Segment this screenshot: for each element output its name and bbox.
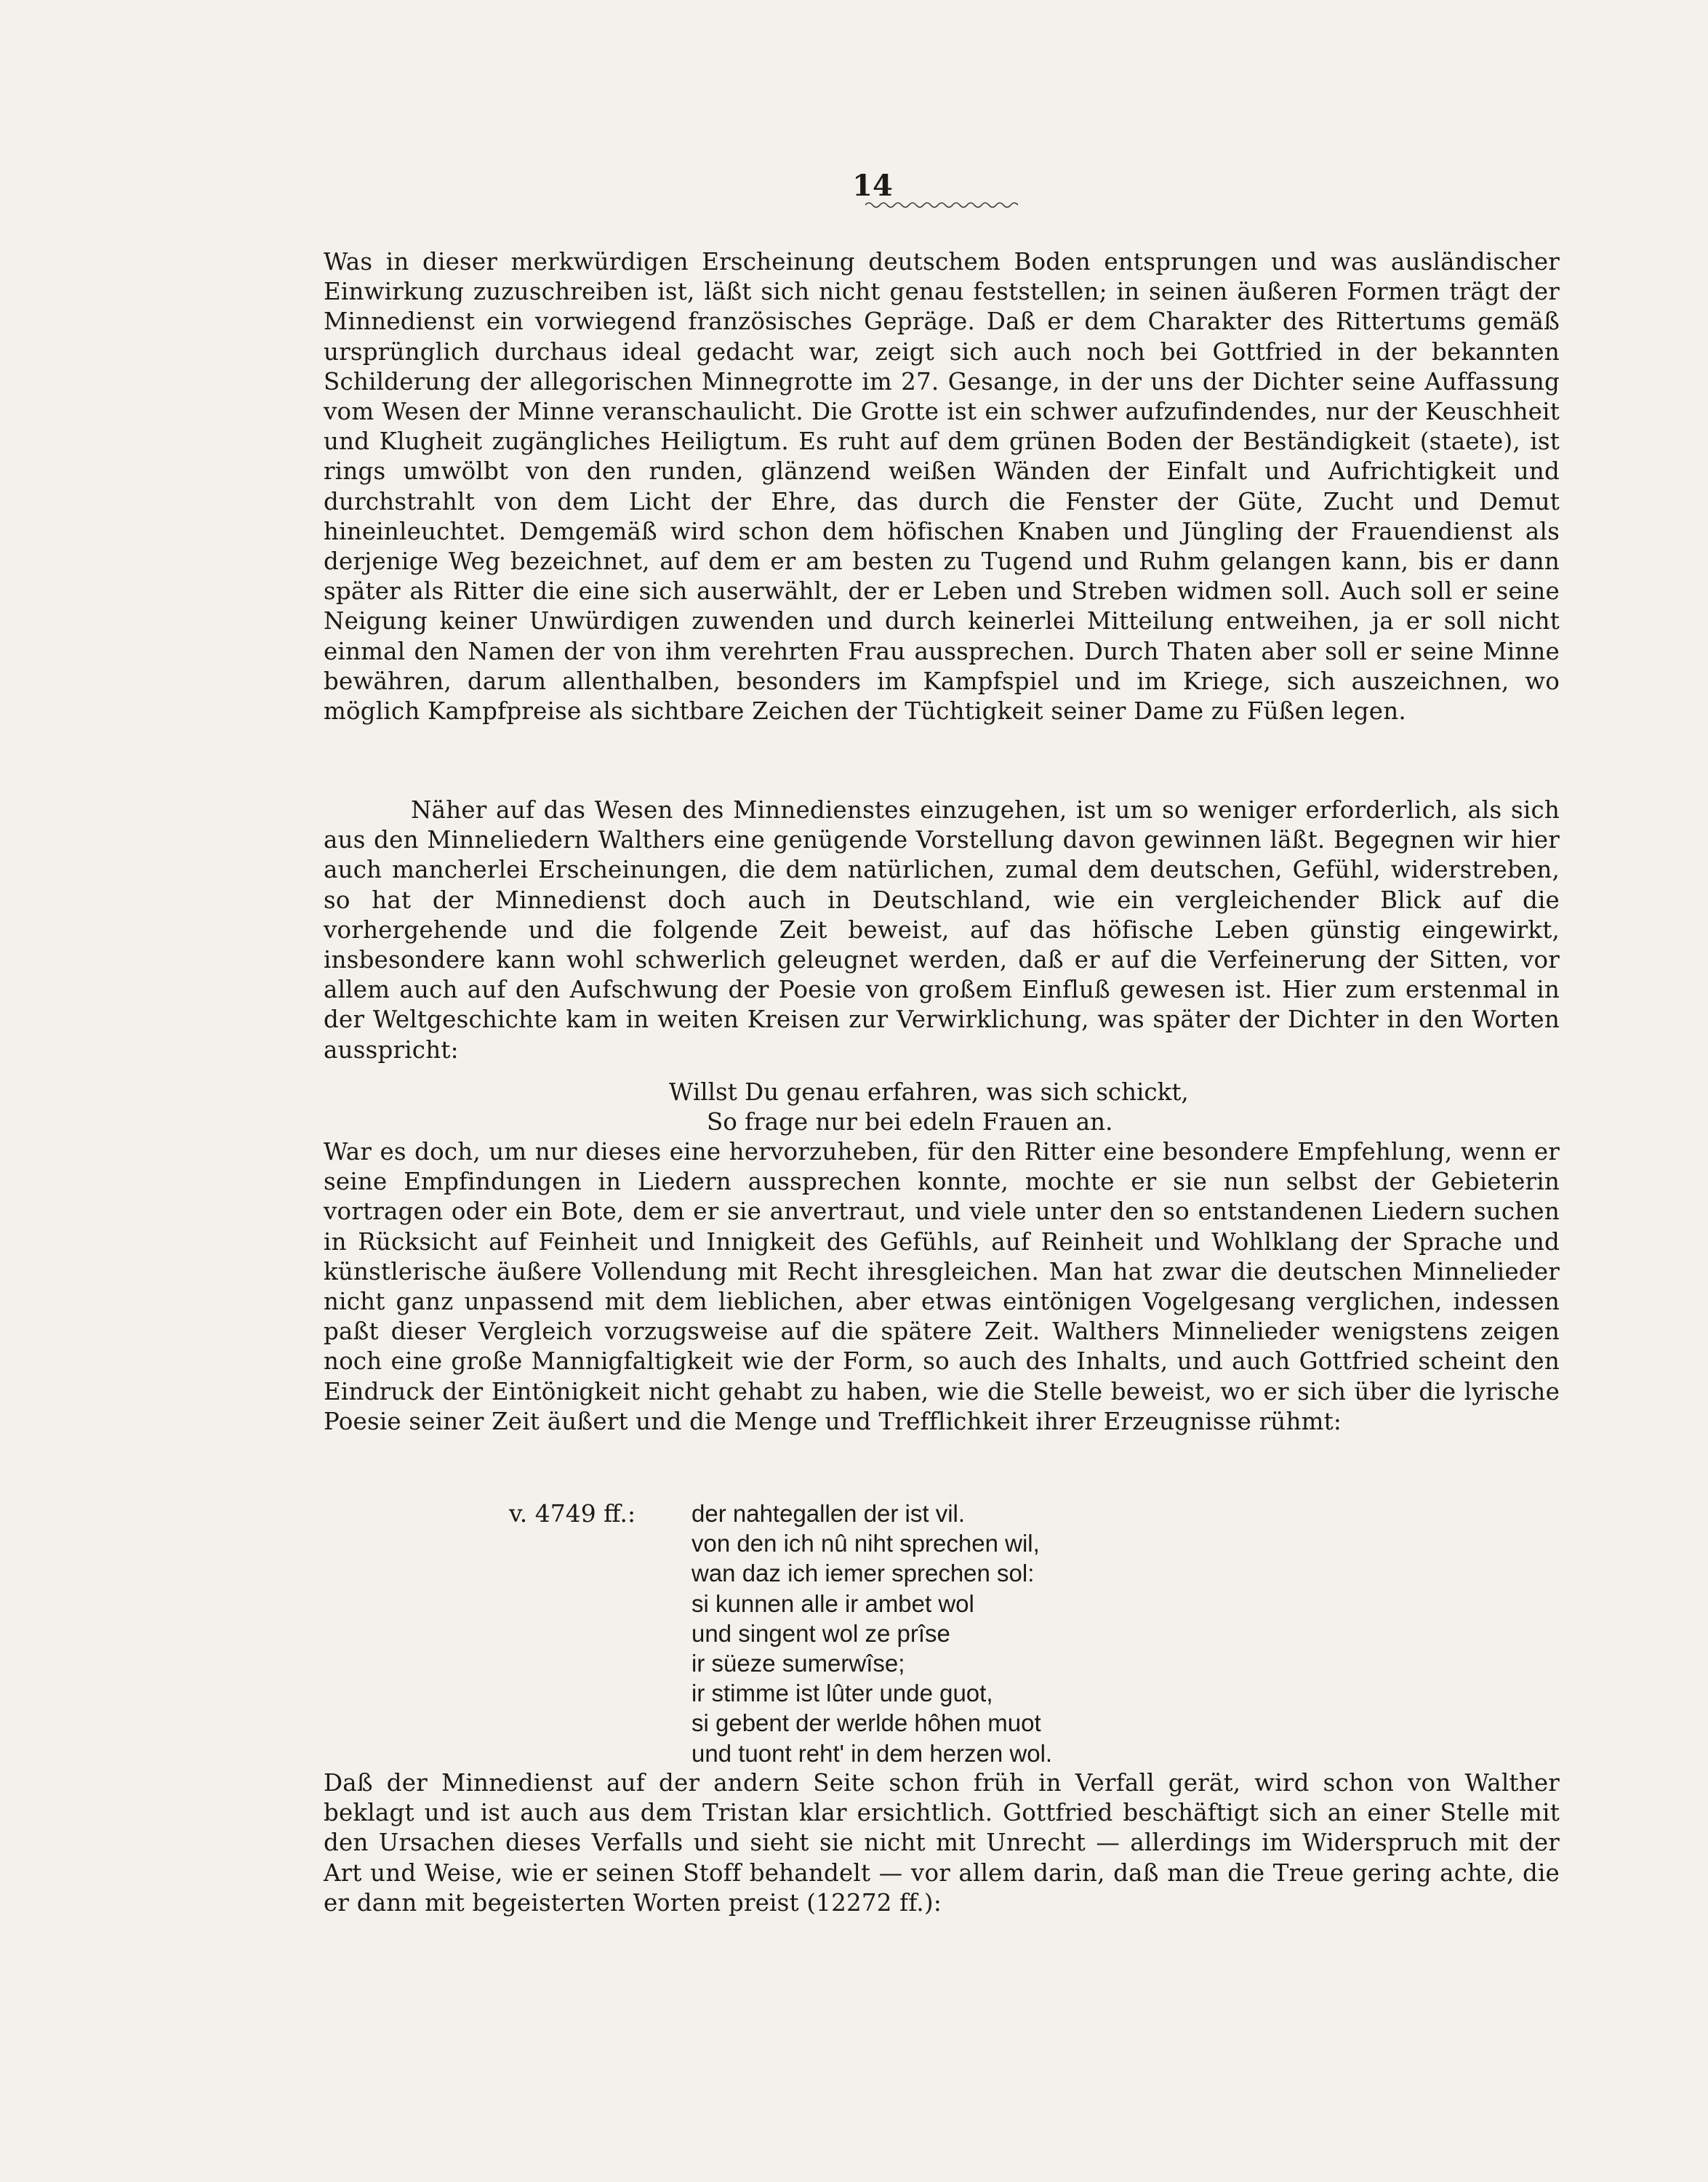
wavy-rule-ornament (865, 200, 1018, 210)
paragraph-text: War es doch, um nur dieses eine hervorzuheben, für den Ritter eine besondere Empfehlung, wenn er seine Empfindungen in Liedern aussprechen konnte, mochte er sie nun selbst der Gebieterin vortragen oder ein Bote, dem er sie anvertraut, und viele unter den so entstandenen Liedern suchen in Rücksicht auf Feinheit und Innigkeit des Gefühls, auf Reinheit und Wohlklang der Sprache und künstlerische äußere Vollendung mit Recht ihresgleichen. Man hat zwar die deutschen Minnelieder nicht ganz unpassend mit dem lieblichen, aber etwas eintönigen Vogelgesang verglichen, indessen paßt dieser Vergleich vorzugsweise auf die spätere Zeit. Walthers Minnelieder wenigstens zeigen noch eine große Mannigfaltigkeit wie der Form, so auch des Inhalts, und auch Gottfried scheint den Eindruck der Eintönigkeit nicht gehabt zu haben, wie die Stelle beweist, wo er sich über die lyrische Poesie seiner Zeit äußert und die Menge und Trefflichkeit ihrer Erzeugnisse rühmt: (324, 1138, 1560, 1435)
paragraph-text: Daß der Minnedienst auf der andern Seite schon früh in Verfall gerät, wird schon von Walther beklagt und ist auch aus dem Tristan klar ersichtlich. Gottfried beschäftigt sich an einer Stelle mit den Ursachen dieses Verfalls und sieht sie nicht mit Unrecht — allerdings im Widerspruch mit der Art und Weise, wie er seinen Stoff behandelt — vor allem darin, daß man die Treue gering achte, die er dann mit begeisterten Worten preist (12272 ff.): (324, 1769, 1560, 1917)
quote-line: So frage nur bei edeln Frauen an. (707, 1108, 1113, 1136)
verse-line: wan daz ich iemer sprechen sol: (691, 1560, 1035, 1587)
paragraph-minnedienst-decline (324, 1768, 1560, 1918)
verse-line: von den ich nû niht sprechen wil, (691, 1530, 1040, 1557)
verse-reference: v. 4749 ff.: (509, 1499, 636, 1528)
paragraph-text: Näher auf das Wesen des Minnedienstes einzugehen, ist um so weniger erforderlich, als sich aus den Minneliedern Walthers eine genügende Vorstellung davon gewinnen läßt. Begegnen wir hier auch mancherlei Erscheinungen, die dem natürlichen, zumal dem deutschen, Gefühl, widerstreben, so hat der Minnedienst doch auch in Deutschland, wie ein vergleichender Blick auf die vorhergehende und die folgende Zeit beweist, auf das höfische Leben günstig eingewirkt, insbesondere kann wohl schwerlich geleugnet werden, daß er auf die Verfeinerung der Sitten, vor allem auch auf den Aufschwung der Poesie von großem Einfluß gewesen ist. Hier zum erstenmal in der Weltgeschichte kam in weiten Kreisen zur Verwirklichung, was später der Dichter in den Worten ausspricht: (324, 796, 1560, 1064)
paragraph-minnedienst-origin (324, 247, 1560, 726)
paragraph-minnelieder (324, 1137, 1560, 1437)
verse-line: si kunnen alle ir ambet wol (691, 1589, 974, 1617)
page-number: 14 (852, 169, 893, 203)
goethe-quote (669, 1078, 1189, 1137)
tristan-verse (691, 1499, 1052, 1768)
verse-line: und tuont reht' in dem herzen wol. (691, 1739, 1053, 1767)
verse-line: ir süeze sumerwîse; (691, 1649, 905, 1677)
verse-line: der nahtegallen der ist vil. (691, 1500, 966, 1527)
paragraph-minnedienst-nature (324, 795, 1560, 1065)
quote-line: Willst Du genau erfahren, was sich schickt, (669, 1078, 1189, 1106)
verse-line: ir stimme ist lûter unde guot, (691, 1680, 993, 1707)
verse-line: und singent wol ze prîse (691, 1619, 950, 1647)
verse-line: si gebent der werlde hôhen muot (691, 1709, 1041, 1737)
paragraph-text: Was in dieser merkwürdigen Erscheinung deutschem Boden entsprungen und was ausländischer Einwirkung zuzuschreiben ist, läßt sich nicht genau feststellen; in seinen äußeren Formen trägt der Minnedienst ein vorwiegend französisches Gepräge. Daß er dem Charakter des Rittertums gemäß ursprünglich durchaus ideal gedacht war, zeigt sich auch noch bei Gottfried in der bekannten Schilderung der allegorischen Minnegrotte im 27. Gesange, in der uns der Dichter seine Auffassung vom Wesen der Minne veranschaulicht. Die Grotte ist ein schwer aufzufindendes, nur der Keuschheit und Klugheit zugängliches Heiligtum. Es ruht auf dem grünen Boden der Beständigkeit (staete), ist rings umwölbt von den runden, glänzend weißen Wänden der Einfalt und Aufrichtigkeit und durchstrahlt von dem Licht der Ehre, das durch die Fenster der Güte, Zucht und Demut hineinleuchtet. Demgemäß wird schon dem höfischen Knaben und Jüngling der Frauendienst als derjenige Weg bezeichnet, auf dem er am besten zu Tugend und Ruhm gelangen kann, bis er dann später als Ritter die eine sich auserwählt, der er Leben und Streben widmen soll. Auch soll er seine Neigung keiner Unwürdigen zuwenden und durch keinerlei Mitteilung entweihen, ja er soll nicht einmal den Namen der von ihm verehrten Frau aussprechen. Durch Thaten aber soll er seine Minne bewähren, darum allenthalben, besonders im Kampfspiel und im Kriege, sich auszeichnen, wo möglich Kampfpreise als sichtbare Zeichen der Tüchtigkeit seiner Dame zu Füßen legen. (324, 248, 1560, 726)
